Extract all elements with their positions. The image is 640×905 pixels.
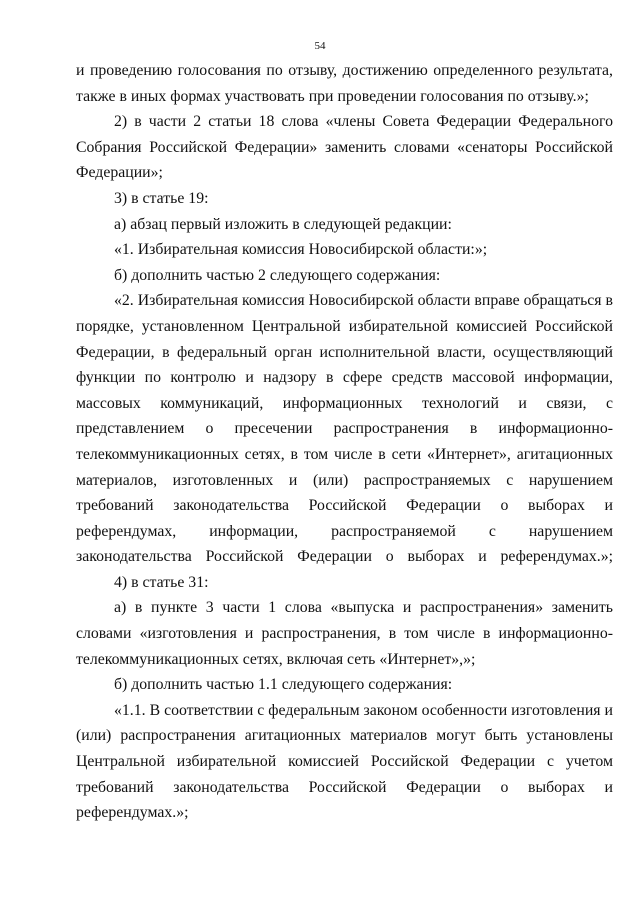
page-number: 54 (314, 40, 326, 52)
paragraph-subitem-a-31: а) в пункте 3 части 1 слова «выпуска и распространения» заменить словами «изготовления и распространения, в том числе в информационно-телекоммуникационных сетях, включая сеть «Интернет»,»; (76, 599, 613, 668)
paragraph-item-4: 4) в статье 31: (114, 573, 209, 591)
paragraph-continuation: и проведению голосования по отзыву, достижению определенного результата, также в иных формах участвовать при проведении голосования по отзыву.»; (76, 62, 613, 105)
paragraph-subitem-a: а) абзац первый изложить в следующей редакции: (114, 215, 452, 233)
document-body (76, 58, 613, 826)
paragraph-subitem-b-31: б) дополнить частью 1.1 следующего содержания: (114, 676, 453, 694)
paragraph-subitem-b: б) дополнить частью 2 следующего содержания: (114, 266, 441, 284)
paragraph-item-2: 2) в части 2 статьи 18 слова «члены Совета Федерации Федерального Собрания Российской Федерации» заменить словами «сенаторы Российской Федерации»; (76, 113, 613, 182)
paragraph-quote-2: «2. Избирательная комиссия Новосибирской области вправе обращаться в порядке, установленном Центральной избирательной комиссией Российской Федерации, в федеральный орган исполнительной власти, осуществляющий функции по контролю и надзору в сфере средств массовой информации, массовых коммуникаций, информационных технологий и связи, с представлением о пресечении распространения в информационно-телекоммуникационных сетях, в том числе в сети «Интернет», агитационных материалов, изготовленных и (или) распространяемых с нарушением требований законодательства Российской Федерации о выборах и референдумах, информации, распространяемой с нарушением законодательства Российской Федерации о выборах и референдумах.»; (76, 292, 613, 566)
paragraph-quote-1: «1. Избирательная комиссия Новосибирской области:»; (114, 241, 488, 259)
paragraph-item-3: 3) в статье 19: (114, 189, 209, 207)
paragraph-quote-1-1: «1.1. В соответствии с федеральным законом особенности изготовления и (или) распространения агитационных материалов могут быть установлены Центральной избирательной комиссией Российской Федерации с учетом требований законодательства Российской Федерации о выборах и референдумах.»; (76, 701, 613, 822)
